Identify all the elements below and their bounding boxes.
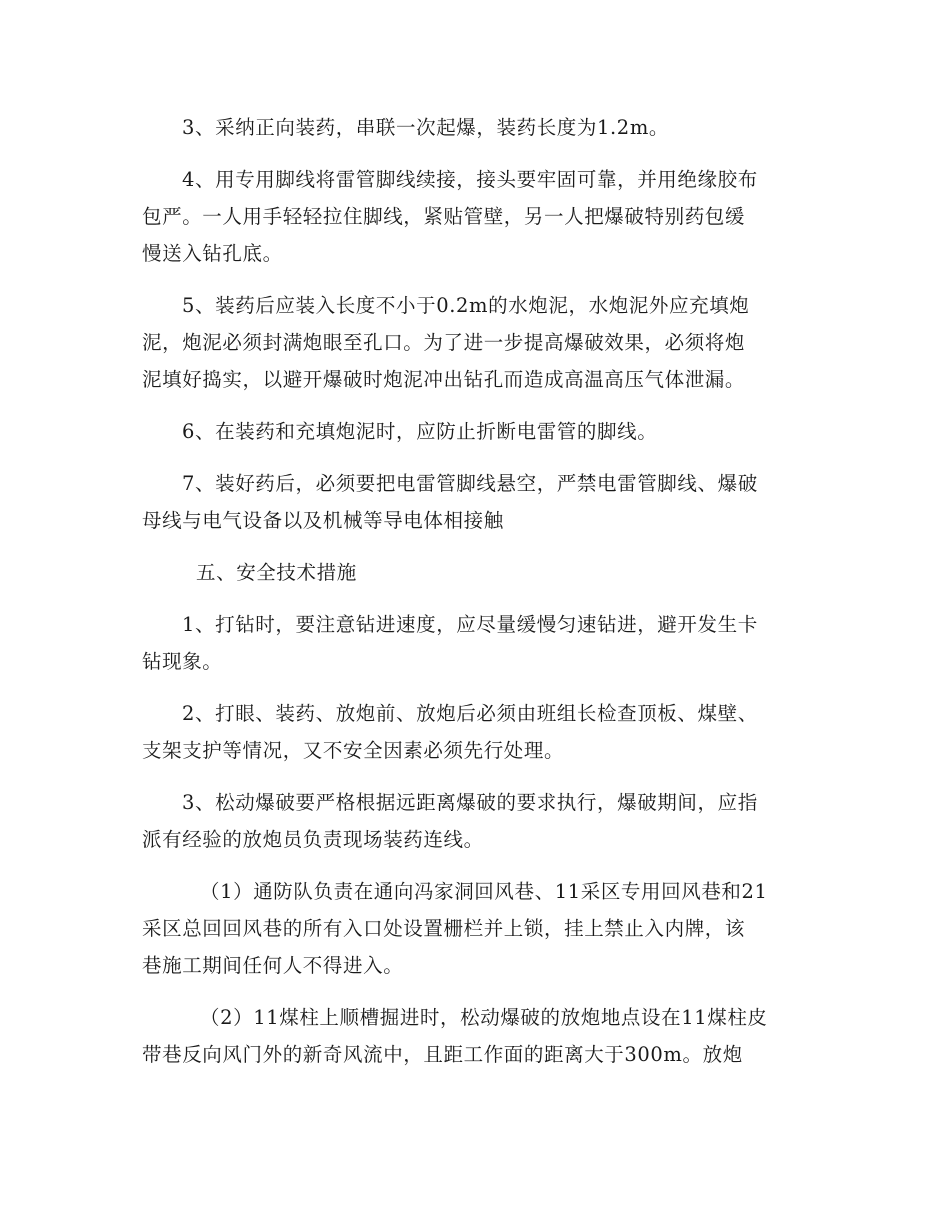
paragraph-line: 2、打眼、装药、放炮前、放炮后必须由班组长检查顶板、煤壁、 <box>182 702 758 725</box>
paragraph-line: 母线与电气设备以及机械等导电体相接触 <box>142 509 504 532</box>
paragraph-line: 6、在装药和充填炮泥时，应防止折断电雷管的脚线。 <box>182 420 658 443</box>
paragraph-line: 采区总回回风巷的所有入口处设置栅栏并上锁，挂上禁止入内牌，该 <box>142 917 746 940</box>
section-heading: 五、安全技术措施 <box>196 561 357 584</box>
paragraph-line: 3、松动爆破要严格根据远距离爆破的要求执行，爆破期间，应指 <box>182 791 758 814</box>
paragraph-line: 7、装好药后，必须要把电雷管脚线悬空，严禁电雷管脚线、爆破 <box>182 472 758 495</box>
paragraph-line: 钻现象。 <box>142 650 223 673</box>
paragraph-line: 巷施工期间任何人不得进入。 <box>142 954 404 977</box>
paragraph-line: 支架支护等情况，又不安全因素必须先行处理。 <box>142 739 565 762</box>
paragraph-line: （2）11煤柱上顺槽掘进时，松动爆破的放炮地点设在11煤柱皮 <box>200 1006 768 1029</box>
paragraph-line: 3、采纳正向装药，串联一次起爆，装药长度为1.2m。 <box>182 116 670 139</box>
paragraph-line: 带巷反向风门外的新奇风流中，且距工作面的距离大于300m。放炮 <box>142 1043 743 1066</box>
paragraph-line: 4、用专用脚线将雷管脚线续接，接头要牢固可靠，并用绝缘胶布 <box>182 168 758 191</box>
paragraph-line: 包严。一人用手轻轻拉住脚线，紧贴管壁，另一人把爆破特别药包缓 <box>142 205 746 228</box>
paragraph-line: 1、打钻时，要注意钻进速度，应尽量缓慢匀速钻进，避开发生卡 <box>182 613 758 636</box>
paragraph-line: 慢送入钻孔底。 <box>142 242 283 265</box>
paragraph-line: （1）通防队负责在通向冯家洞回风巷、11采区专用回风巷和21 <box>200 880 768 903</box>
paragraph-line: 泥，炮泥必须封满炮眼至孔口。为了进一步提高爆破效果，必须将炮 <box>142 331 746 354</box>
paragraph-line: 5、装药后应装入长度不小于0.2m的水炮泥，水炮泥外应充填炮 <box>182 294 750 317</box>
paragraph-line: 泥填好捣实，以避开爆破时炮泥冲出钻孔而造成高温高压气体泄漏。 <box>142 368 746 391</box>
paragraph-line: 派有经验的放炮员负责现场装药连线。 <box>142 828 484 851</box>
